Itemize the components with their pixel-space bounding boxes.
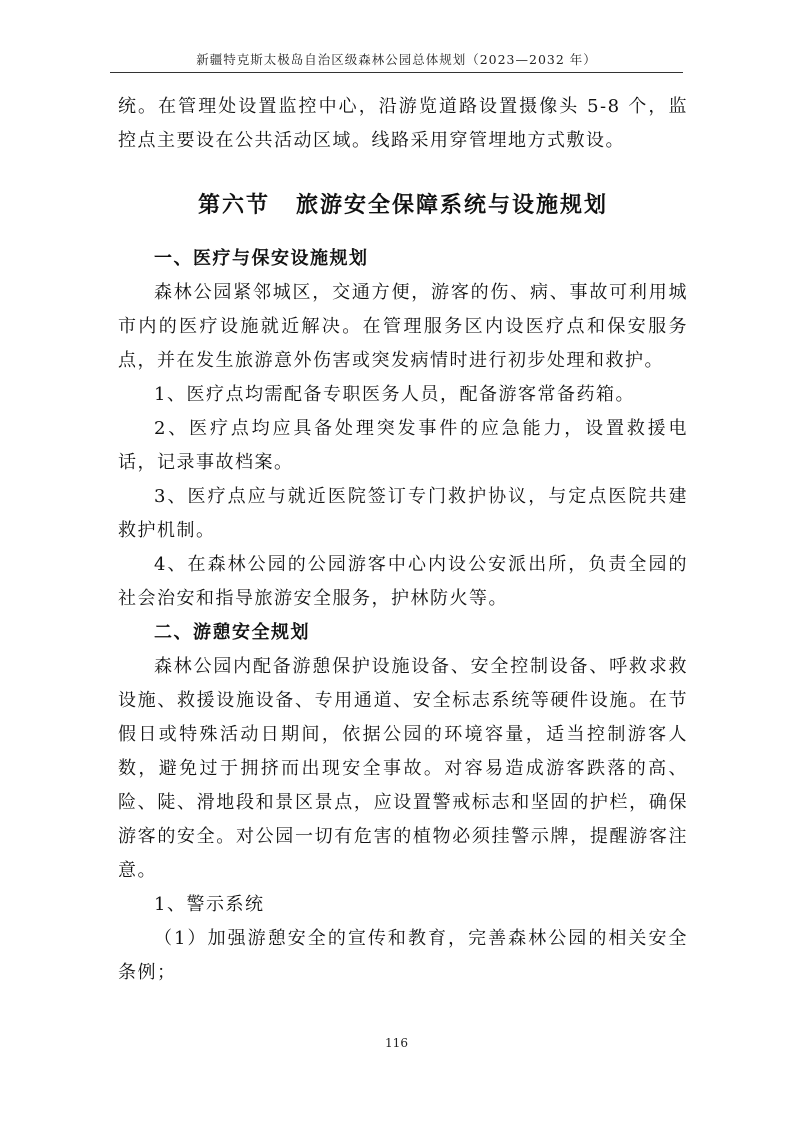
section-title bbox=[118, 188, 688, 222]
section-number: 第六节 bbox=[197, 192, 270, 218]
page-body bbox=[118, 90, 688, 990]
body-paragraph: 森林公园内配备游憩保护设施设备、安全控制设备、呼救求救设施、救援设施设备、专用通道、安全标志系统等硬件设施。在节假日或特殊活动日期间，依据公园的环境容量，适当控制游客人数，避免过于拥挤而出现安全事故。对容易造成游客跌落的高、险、陡、滑地段和景区景点，应设置警戒标志和坚固的护栏，确保游客的安全。对公园一切有危害的植物必须挂警示牌，提醒游客注意。 bbox=[118, 656, 688, 881]
list-item: 2、医疗点均应具备处理突发事件的应急能力，设置救援电话，记录事故档案。 bbox=[118, 418, 688, 473]
subsection-heading: 一、医疗与保安设施规划 bbox=[154, 248, 369, 269]
section-title-text: 旅游安全保障系统与设施规划 bbox=[296, 192, 609, 218]
subsection-heading: 二、游憩安全规划 bbox=[154, 622, 310, 643]
running-header: 新疆特克斯太极岛自治区级森林公园总体规划（2023—2032 年） bbox=[196, 52, 597, 67]
page-number: 116 bbox=[385, 1036, 408, 1050]
body-paragraph: 统。在管理处设置监控中心，沿游览道路设置摄像头 5-8 个，监控点主要设在公共活动区域。线路采用穿管埋地方式敷设。 bbox=[118, 96, 688, 151]
list-item: 3、医疗点应与就近医院签订专门救护协议，与定点医院共建救护机制。 bbox=[118, 486, 688, 541]
list-item: 4、在森林公园的公园游客中心内设公安派出所，负责全园的社会治安和指导旅游安全服务，护林防火等。 bbox=[118, 554, 688, 609]
header-rule bbox=[110, 72, 683, 73]
list-item: 1、警示系统 bbox=[154, 894, 265, 915]
list-item: （1）加强游憩安全的宣传和教育，完善森林公园的相关安全条例； bbox=[118, 928, 688, 983]
list-item: 1、医疗点均需配备专职医务人员，配备游客常备药箱。 bbox=[154, 384, 635, 405]
body-paragraph: 森林公园紧邻城区，交通方便，游客的伤、病、事故可利用城市内的医疗设施就近解决。在管理服务区内设医疗点和保安服务点，并在发生旅游意外伤害或突发病情时进行初步处理和救护。 bbox=[118, 282, 688, 371]
